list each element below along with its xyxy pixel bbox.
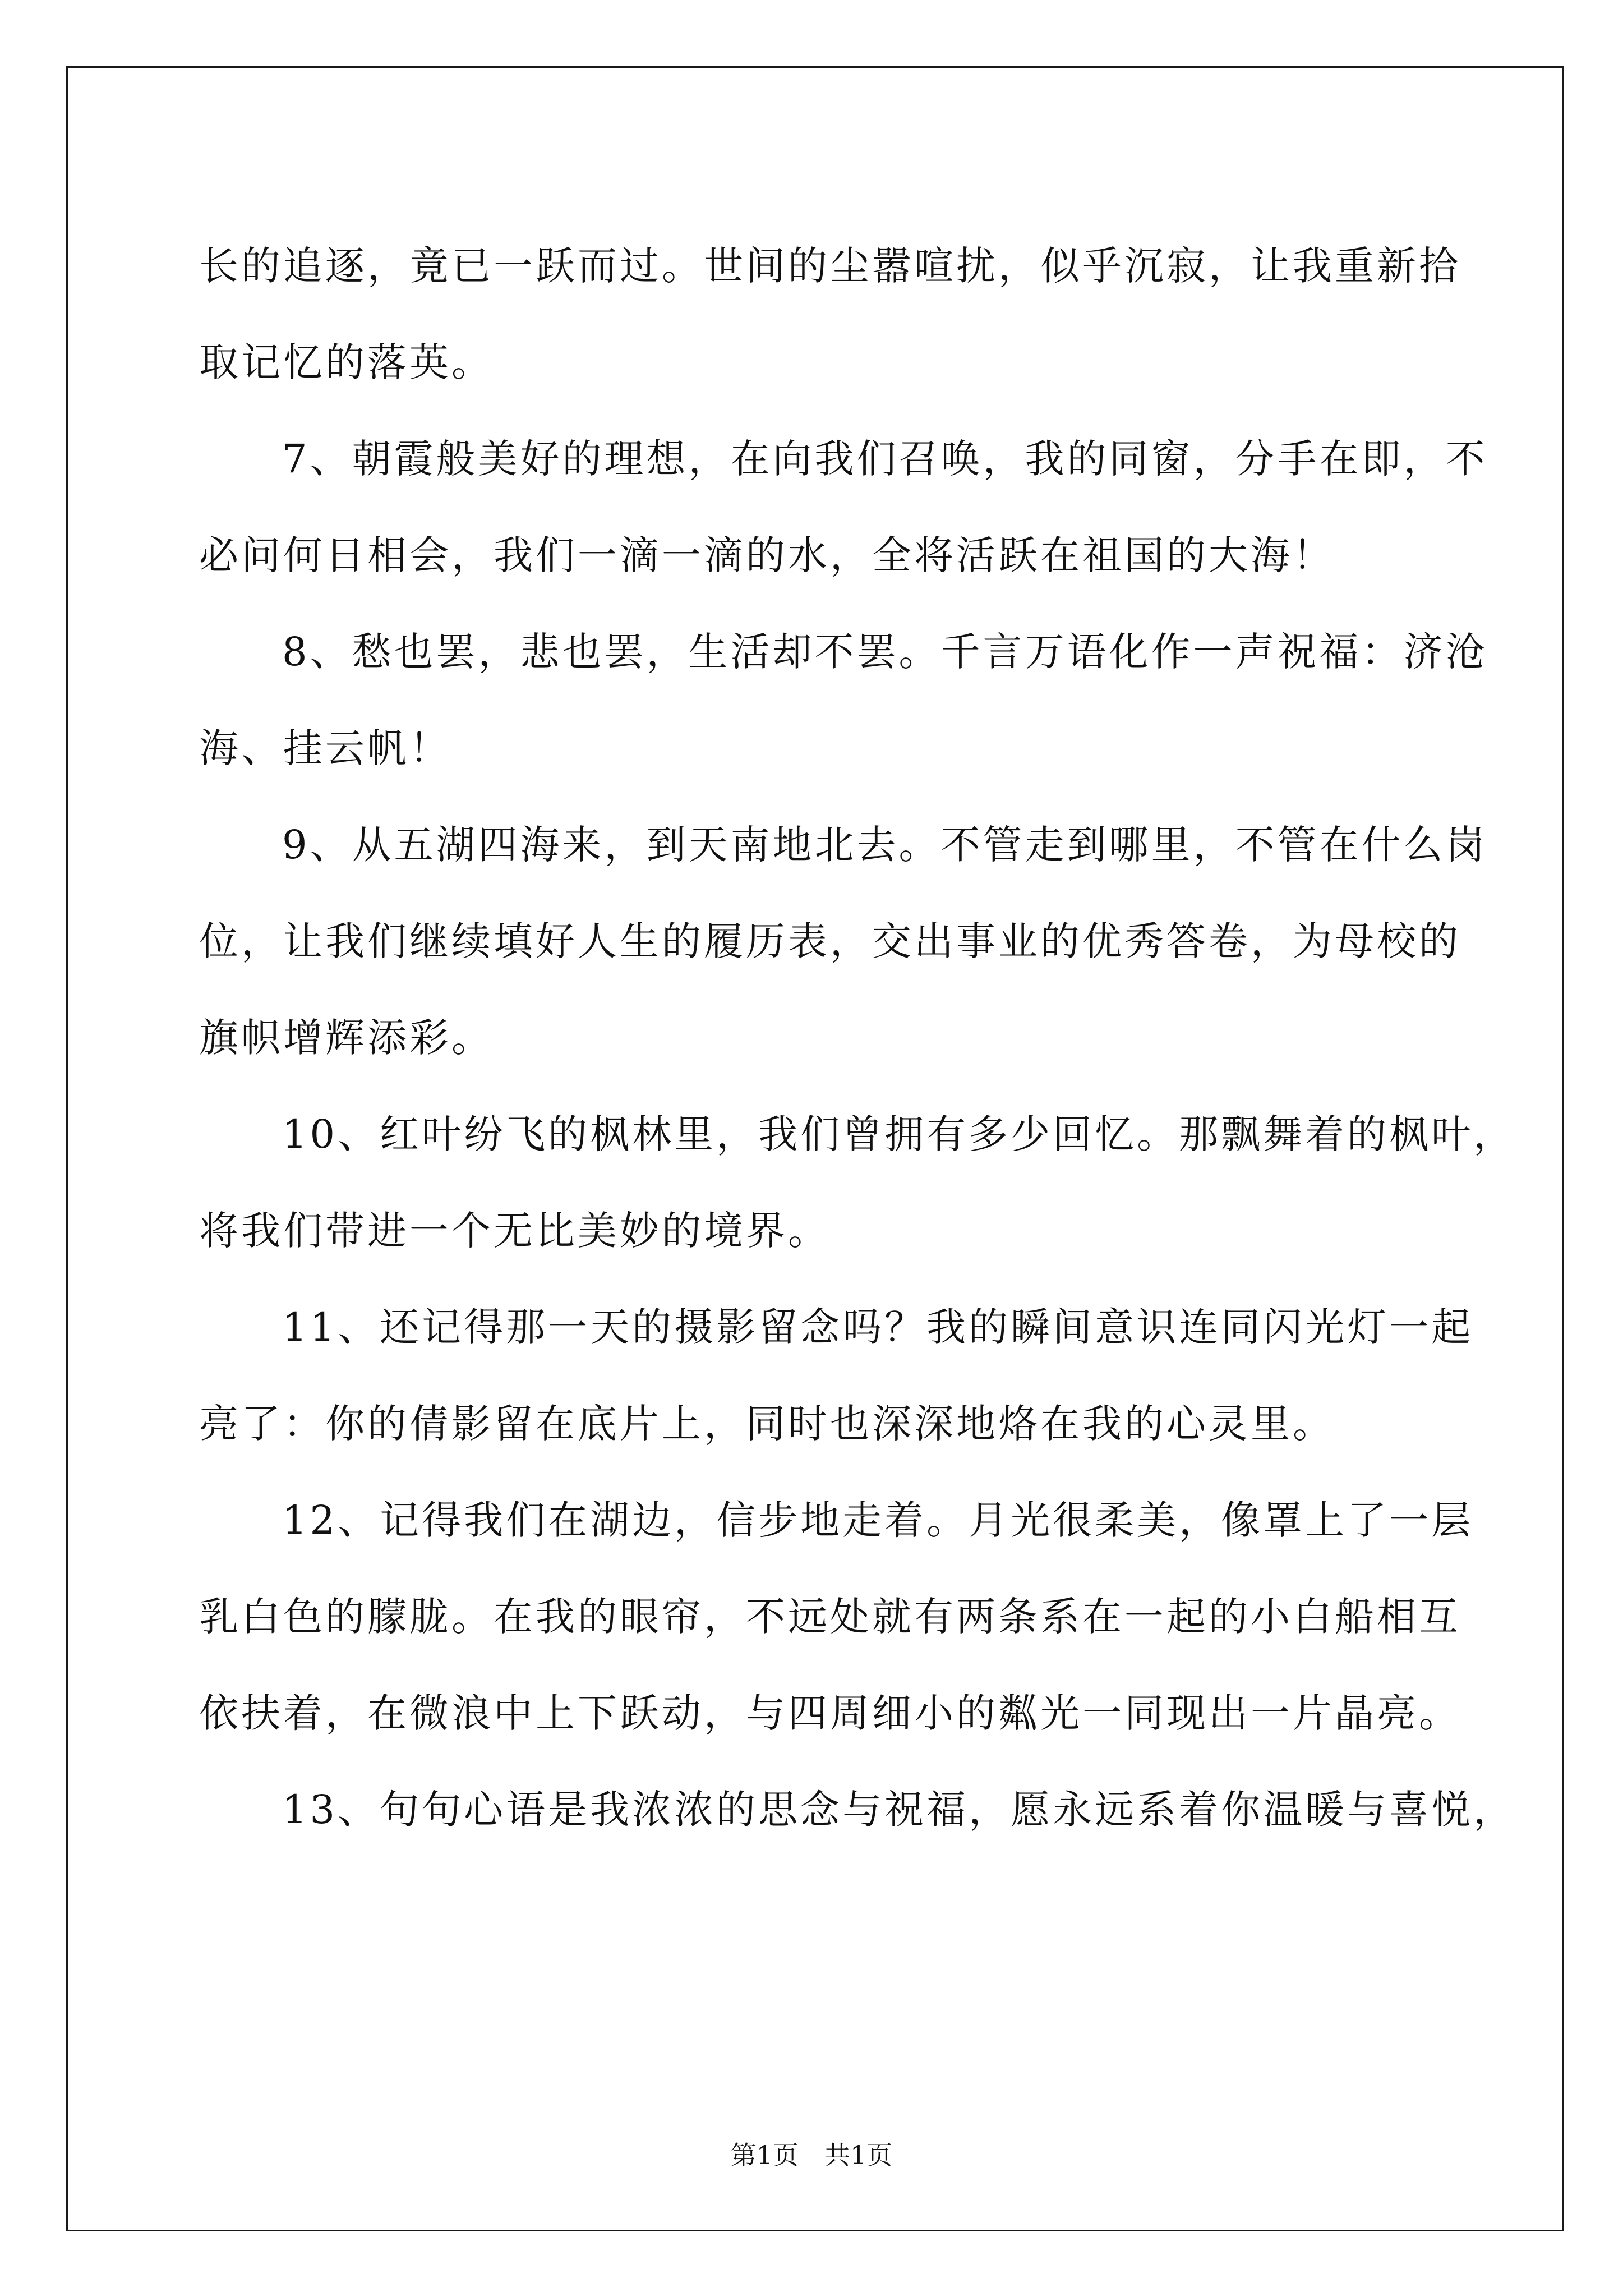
- text-line: 位，让我们继续填好人生的履历表，交出事业的优秀答卷，为母校的: [199, 918, 1461, 964]
- text-line: 10、红叶纷飞的枫林里，我们曾拥有多少回忆。那飘舞着的枫叶，: [282, 1111, 1516, 1157]
- text-line: 取记忆的落英。: [199, 339, 494, 385]
- text-line: 依扶着，在微浪中上下跃动，与四周细小的粼光一同现出一片晶亮。: [199, 1690, 1461, 1736]
- text-line: 亮了：你的倩影留在底片上，同时也深深地烙在我的心灵里。: [199, 1401, 1335, 1447]
- document-body: [199, 218, 1516, 1858]
- text-line: 将我们带进一个无比美妙的境界。: [199, 1208, 830, 1254]
- text-line: 乳白色的朦胧。在我的眼帘，不远处就有两条系在一起的小白船相互: [199, 1594, 1461, 1640]
- text-line: 7、朝霞般美好的理想，在向我们召唤，我的同窗，分手在即，不: [282, 436, 1488, 482]
- page-number-total: 共1页: [824, 2140, 893, 2170]
- text-line: 长的追逐，竟已一跃而过。世间的尘嚣喧扰，似乎沉寂，让我重新拾: [199, 243, 1461, 289]
- text-line: 旗帜增辉添彩。: [199, 1015, 494, 1061]
- page-number-current: 第1页: [730, 2140, 799, 2170]
- page-footer: [0, 2138, 1623, 2172]
- text-line: 8、愁也罢，悲也罢，生活却不罢。千言万语化作一声祝福：济沧: [282, 629, 1488, 675]
- text-line: 必问何日相会，我们一滴一滴的水，全将活跃在祖国的大海！: [199, 532, 1335, 578]
- text-line: 12、记得我们在湖边，信步地走着。月光很柔美，像罩上了一层: [282, 1497, 1474, 1543]
- text-line: 11、还记得那一天的摄影留念吗？我的瞬间意识连同闪光灯一起: [282, 1304, 1474, 1350]
- text-line: 9、从五湖四海来，到天南地北去。不管走到哪里，不管在什么岗: [282, 822, 1488, 868]
- text-line: 海、挂云帆！: [199, 725, 451, 771]
- text-line: 13、句句心语是我浓浓的思念与祝福，愿永远系着你温暖与喜悦，: [282, 1787, 1516, 1833]
